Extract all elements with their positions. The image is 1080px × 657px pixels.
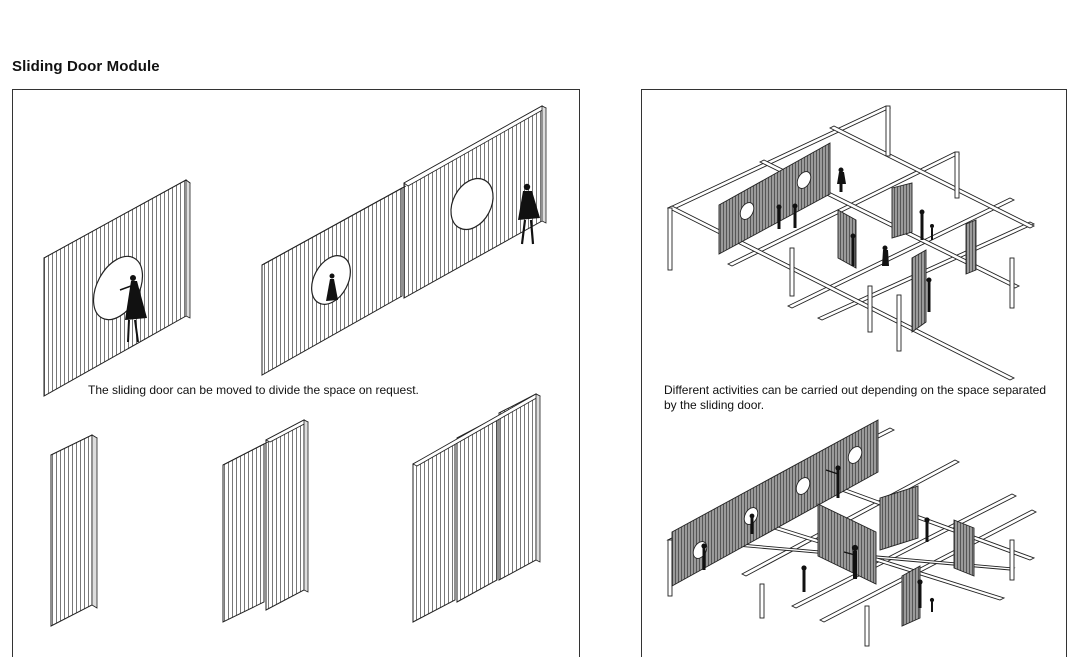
door-module-triple [413,394,540,622]
left-panel-caption: The sliding door can be moved to divide the space on request. [88,383,419,397]
right-panel-caption: Different activities can be carried out depending on the space separated by the sliding door. [664,383,1047,412]
door-module-double [223,420,308,622]
door-module-single [51,435,97,626]
double-door-with-openings [262,106,546,375]
single-door-with-opening [44,180,190,396]
page-title: Sliding Door Module [12,58,160,75]
